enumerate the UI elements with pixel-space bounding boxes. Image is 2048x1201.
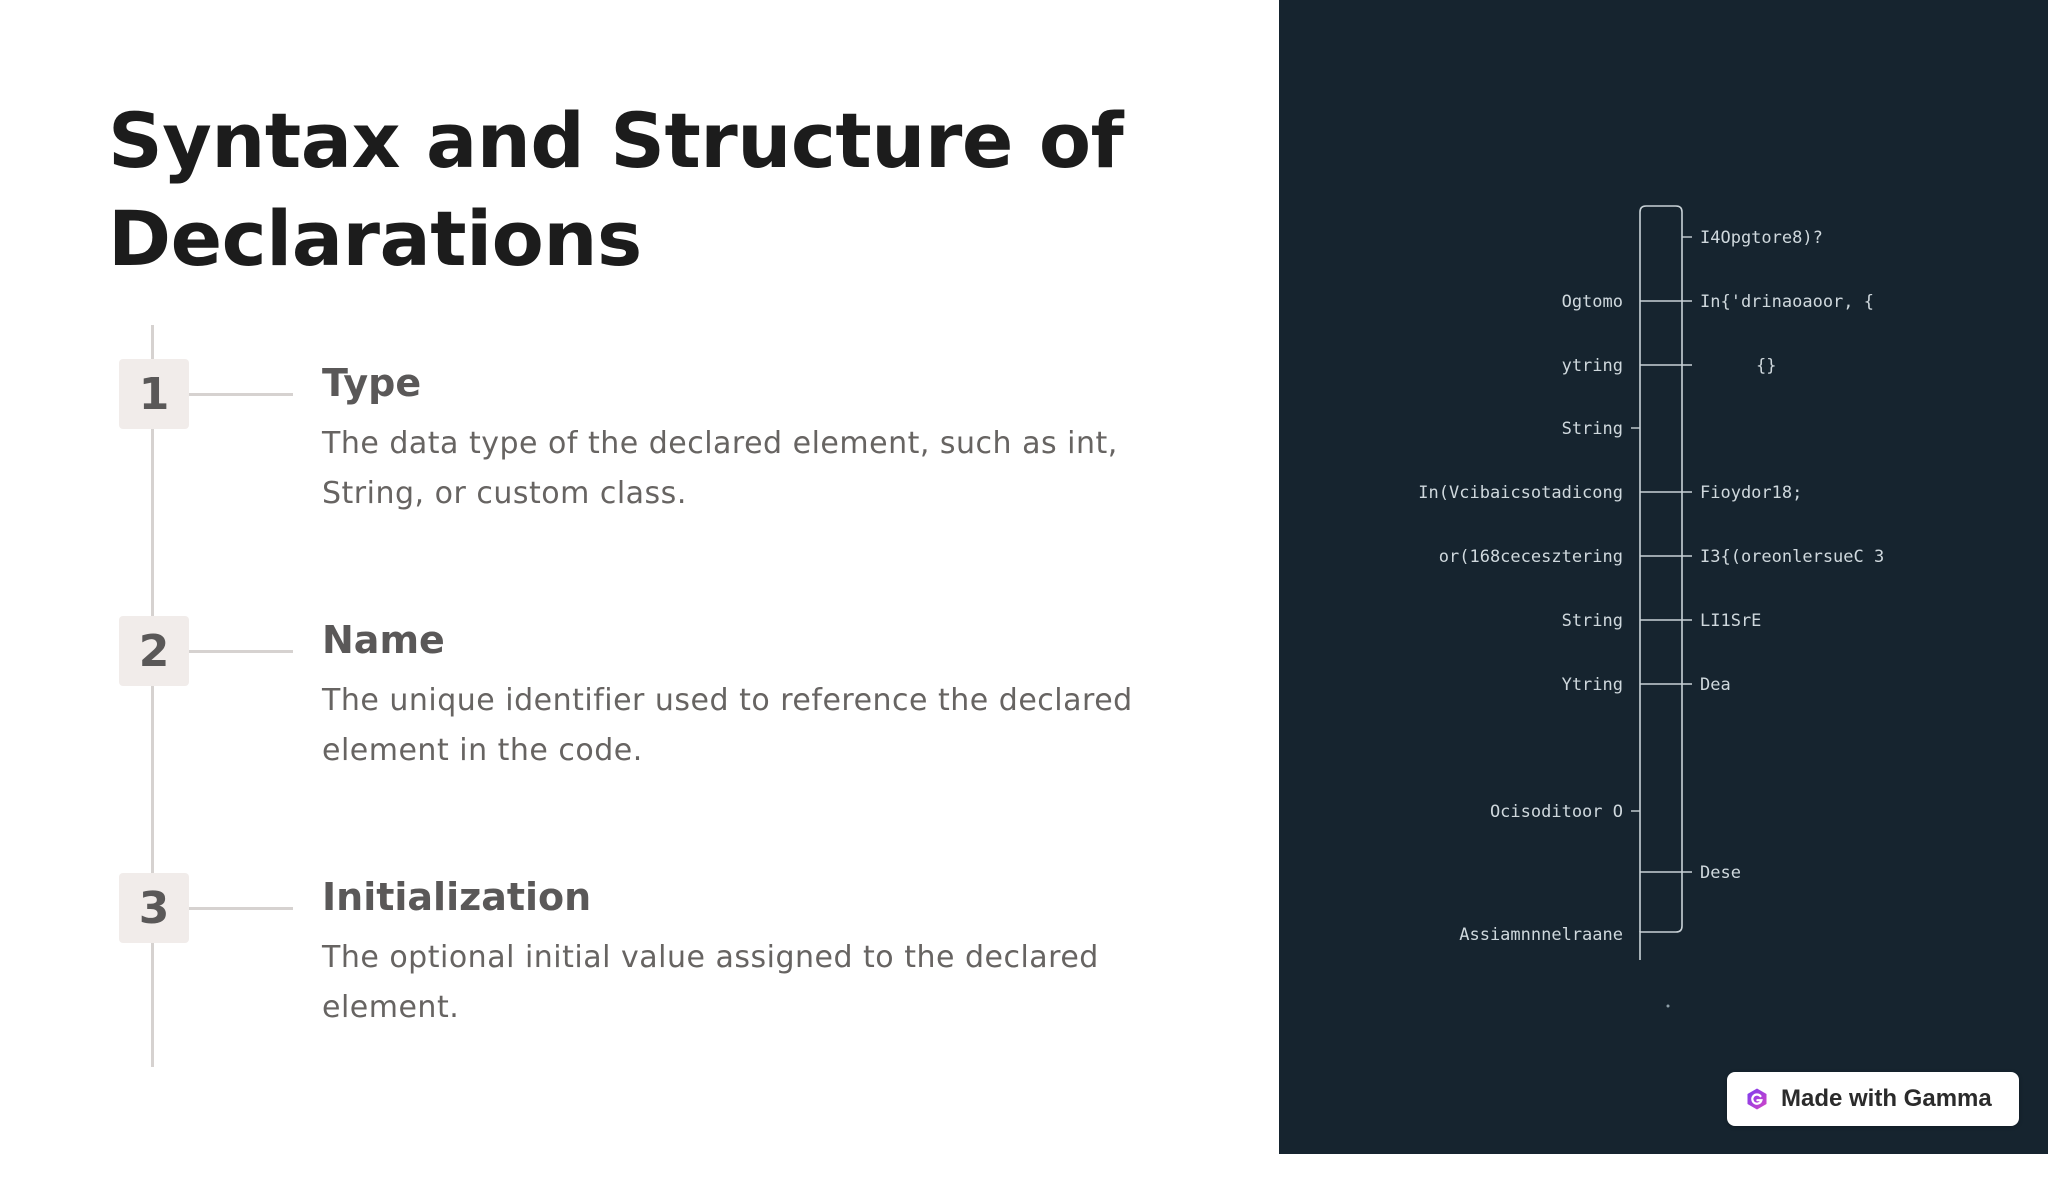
code-label-left: String bbox=[1561, 419, 1623, 439]
step-description: The unique identifier used to reference the declared element in the code. bbox=[322, 683, 1133, 768]
step-connector bbox=[189, 393, 293, 396]
step-title: Type bbox=[322, 361, 422, 405]
spine-line bbox=[1640, 206, 1682, 960]
gamma-logo-icon bbox=[1745, 1087, 1769, 1111]
code-label-left: ytring bbox=[1561, 356, 1623, 376]
code-label-right: I3{(oreonlersueC 3 bbox=[1700, 547, 1885, 567]
code-structure-svg bbox=[1279, 0, 2048, 1154]
left-arrows bbox=[1631, 428, 1640, 811]
code-label-left: In(Vcibaicsotadicong bbox=[1418, 483, 1623, 503]
right-arrows bbox=[1640, 237, 1692, 872]
code-label-right: Fioydor18; bbox=[1700, 483, 1803, 503]
code-label-left: Ocisoditoor O bbox=[1489, 802, 1623, 822]
step-description: The data type of the declared element, such as int, String, or custom class. bbox=[322, 426, 1118, 511]
code-label-right: I4Opgtore8)? bbox=[1700, 228, 1823, 248]
step-type bbox=[0, 359, 1250, 559]
code-label-left: String bbox=[1561, 611, 1623, 631]
code-label-left: Assiamnnnelraane bbox=[1459, 925, 1623, 945]
code-label-right: {} bbox=[1756, 356, 1777, 376]
made-with-gamma-badge[interactable] bbox=[1727, 1072, 2019, 1126]
badge-label: Made with Gamma bbox=[1781, 1085, 1992, 1112]
code-label-right: In{'drinaoaoor, { bbox=[1700, 292, 1874, 312]
code-structure-illustration bbox=[1279, 0, 2048, 1154]
step-number-badge: 2 bbox=[119, 616, 189, 686]
step-name bbox=[0, 616, 1250, 816]
page-bottom-margin bbox=[0, 1154, 2048, 1201]
step-number-badge: 1 bbox=[119, 359, 189, 429]
code-label-right: LI1SrE bbox=[1700, 611, 1762, 631]
code-label-left: or(168cecesztering bbox=[1438, 547, 1623, 567]
step-connector bbox=[189, 907, 293, 910]
step-initialization bbox=[0, 873, 1250, 1073]
step-number-badge: 3 bbox=[119, 873, 189, 943]
step-title: Name bbox=[322, 618, 445, 662]
step-title: Initialization bbox=[322, 875, 592, 919]
code-label-right: Dea bbox=[1700, 675, 1731, 695]
step-connector bbox=[189, 650, 293, 653]
code-label-left: Ogtomo bbox=[1561, 292, 1623, 312]
slide-title: Syntax and Structure of Declarations bbox=[108, 96, 1124, 283]
step-description: The optional initial value assigned to the declared element. bbox=[322, 940, 1099, 1025]
code-label-left: Ytring bbox=[1561, 675, 1623, 695]
code-label-right: Dese bbox=[1700, 863, 1741, 883]
dot-mark bbox=[1667, 1005, 1670, 1008]
